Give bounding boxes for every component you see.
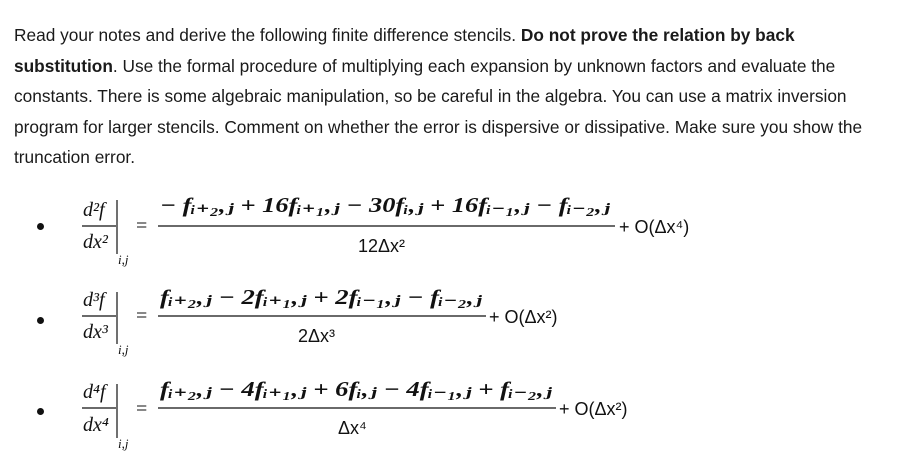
eq1-equals-sign: = <box>136 215 148 237</box>
eq3-lhs-denominator: dx⁴ <box>83 414 109 436</box>
eq1-lhs-numerator: d²f <box>83 199 105 221</box>
instructions-text-1: Read your notes and derive the following finite difference stencils. <box>14 25 521 45</box>
eq3-rhs-numerator: fᵢ₊₂,ⱼ − 4fᵢ₊₁,ⱼ + 6fᵢ,ⱼ − 4fᵢ₋₁,ⱼ + fᵢ₋₂,ⱼ <box>160 377 553 401</box>
equation-2 <box>0 282 917 362</box>
equation-2-math <box>0 282 917 362</box>
instructions-paragraph <box>14 20 899 173</box>
eq2-rhs-denominator: 2Δx³ <box>298 326 336 346</box>
eq2-truncation-error: + O(Δx²) <box>489 307 558 327</box>
instructions-text-2: . Use the formal procedure of multiplying each expansion by unknown factors and evaluate the constants. There is some algebraic manipulation, so be careful in the algebra. You can use a matrix inversion program for larger stencils. Comment on whether the error is dispersive or dissipative. Make sure you show the truncation error. <box>14 55 863 168</box>
eq1-rhs-numerator: − fᵢ₊₂,ⱼ + 16fᵢ₊₁,ⱼ − 30fᵢ,ⱼ + 16fᵢ₋₁,ⱼ − fᵢ₋₂,ⱼ <box>160 193 611 217</box>
eq1-lhs-subscript: i,j <box>118 252 129 267</box>
eq3-rhs-denominator: Δx⁴ <box>338 418 367 438</box>
eq2-lhs-denominator: dx³ <box>83 321 108 343</box>
eq2-lhs-numerator: d³f <box>83 289 105 311</box>
equation-3 <box>0 376 917 456</box>
equation-3-math <box>0 376 917 456</box>
equation-1 <box>0 188 917 268</box>
eq1-truncation-error: + O(Δx⁴) <box>619 217 690 237</box>
eq3-equals-sign: = <box>136 398 148 420</box>
eq3-lhs-subscript: i,j <box>118 436 129 451</box>
eq3-truncation-error: + O(Δx²) <box>559 399 628 419</box>
eq1-lhs-denominator: dx² <box>83 231 108 253</box>
equation-1-math <box>0 188 917 268</box>
eq1-rhs-denominator: 12Δx² <box>358 236 406 256</box>
eq2-rhs-numerator: fᵢ₊₂,ⱼ − 2fᵢ₊₁,ⱼ + 2fᵢ₋₁,ⱼ − fᵢ₋₂,ⱼ <box>160 285 483 309</box>
instructions-bold-text: Do not prove the relation by back substitution <box>14 25 795 76</box>
eq3-lhs-numerator: d⁴f <box>83 381 106 403</box>
eq2-lhs-subscript: i,j <box>118 342 129 357</box>
eq2-equals-sign: = <box>136 305 148 327</box>
